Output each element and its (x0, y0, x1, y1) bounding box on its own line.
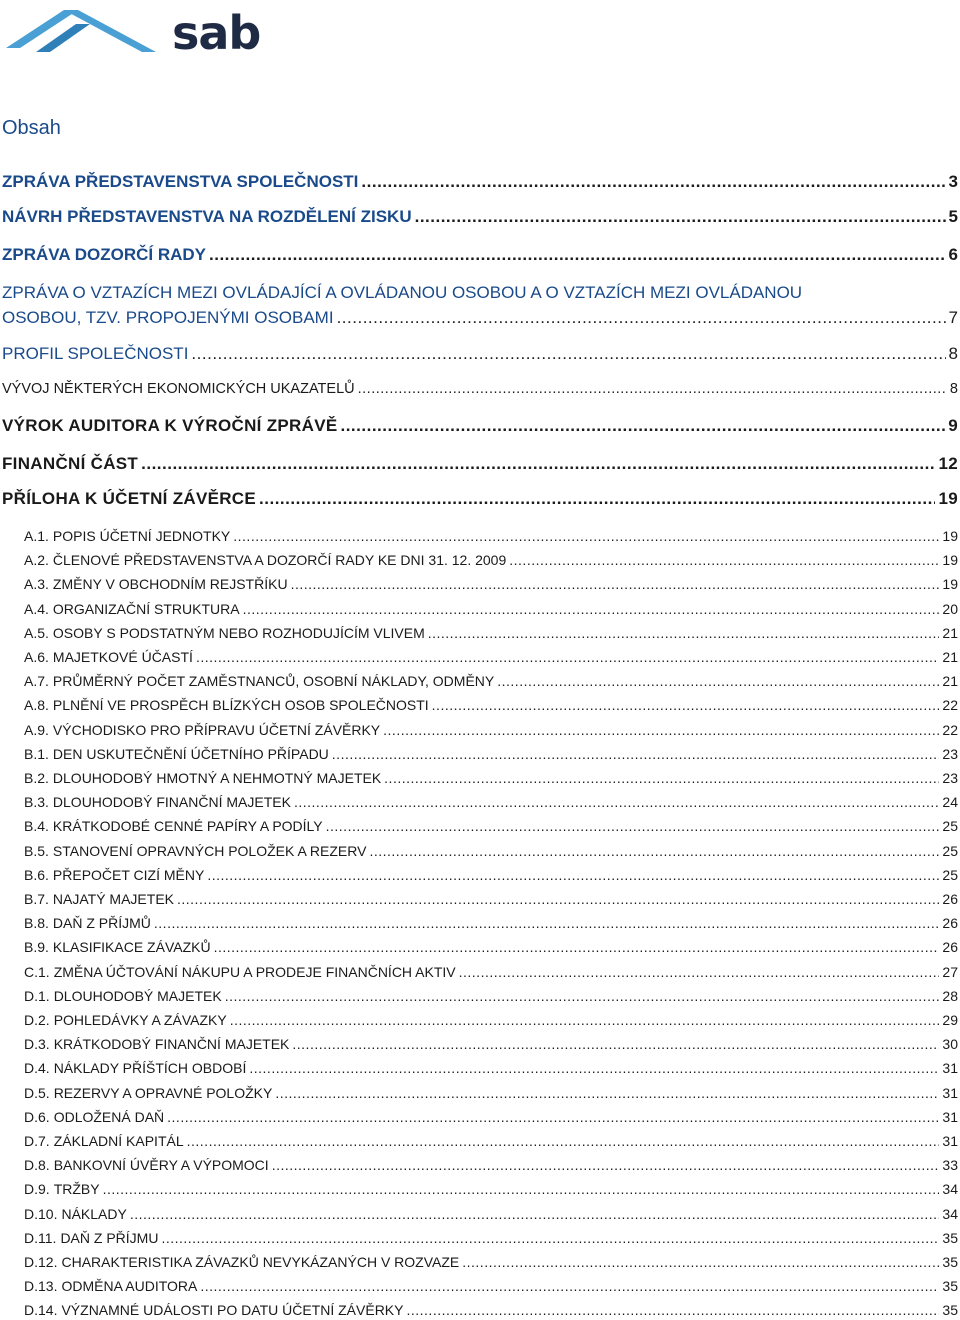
toc-sub-entry-code: D.9. (24, 1181, 50, 1197)
toc-sub-entry-label (24, 1254, 459, 1270)
toc-leader (225, 988, 940, 1004)
toc-entry-label: VÝROK AUDITORA K VÝROČNÍ ZPRÁVĚ (2, 416, 338, 435)
toc-sub-entry-text: PRŮMĚRNÝ POČET ZAMĚSTNANCŮ, OSOBNÍ NÁKLADY, ODMĚNY (52, 673, 495, 689)
toc-leader (428, 625, 940, 641)
toc-entry-label: VÝVOJ NĚKTERÝCH EKONOMICKÝCH UKAZATELŮ (2, 381, 355, 397)
toc-sub-entry-text: DLOUHODOBÝ HMOTNÝ A NEHMOTNÝ MAJETEK (52, 770, 382, 786)
toc-sub-entry[interactable] (24, 1278, 958, 1294)
toc-sub-entry-text: ZMĚNY V OBCHODNÍM REJSTŘÍKU (52, 576, 288, 592)
toc-sub-entry-label (24, 915, 151, 931)
toc-entry-line1[interactable] (2, 283, 958, 303)
toc-sub-entry[interactable] (24, 552, 958, 568)
toc-entry[interactable] (2, 381, 958, 397)
toc-leader (292, 1036, 939, 1052)
toc-sub-entry-text: REZERVY A OPRAVNÉ POLOŽKY (53, 1085, 273, 1101)
toc-sub-entry-label (24, 939, 211, 955)
toc-sub-entry-code: C.1. (24, 964, 50, 980)
toc-sub-entry-text: DLOUHODOBÝ MAJETEK (53, 988, 222, 1004)
toc-sub-entry-label (24, 1036, 289, 1052)
toc-sub-entry-text: VÝCHODISKO PRO PŘÍPRAVU ÚČETNÍ ZÁVĚRKY (52, 722, 381, 738)
toc-leader (259, 489, 935, 509)
toc-leader (200, 1278, 939, 1294)
toc-entry[interactable] (2, 454, 958, 474)
toc-entry-page: 6 (948, 245, 958, 264)
toc-sub-entry-page: 26 (942, 915, 958, 931)
toc-sub-entry-label (24, 1060, 246, 1076)
toc-sub-entry-code: A.8. (24, 697, 49, 713)
toc-leader (383, 722, 939, 738)
toc-sub-entry-text: DEN USKUTEČNĚNÍ ÚČETNÍHO PŘÍPADU (52, 746, 329, 762)
toc-sub-entry-page: 23 (942, 770, 958, 786)
toc-sub-entry-label (24, 552, 506, 568)
toc-sub-entry-code: B.8. (24, 915, 49, 931)
toc-sub-entry[interactable] (24, 649, 958, 665)
toc-sub-entry-page: 29 (942, 1012, 958, 1028)
toc-leader (214, 939, 940, 955)
toc-sub-entry-label (24, 770, 381, 786)
toc-sub-entry-page: 24 (942, 794, 958, 810)
toc-sub-entry-label (24, 1012, 227, 1028)
toc-sub-entry-page: 35 (942, 1278, 958, 1294)
toc-sub-entry-code: A.9. (24, 722, 49, 738)
toc-sub-entry-code: B.9. (24, 939, 49, 955)
toc-leader (275, 1085, 939, 1101)
toc-leader (509, 552, 939, 568)
toc-sub-entry-page: 35 (942, 1302, 958, 1318)
toc-entry-label: ZPRÁVA DOZORČÍ RADY (2, 245, 206, 264)
toc-sub-entry-text: PLNĚNÍ VE PROSPĚCH BLÍZKÝCH OSOB SPOLEČNOSTI (52, 697, 429, 713)
toc-sub-entry-page: 31 (942, 1085, 958, 1101)
toc-sub-entry-label (24, 1278, 197, 1294)
toc-sub-entry[interactable] (24, 891, 958, 907)
toc-entry[interactable] (2, 207, 958, 227)
toc-sub-entry-text: NÁKLADY PŘÍŠTÍCH OBDOBÍ (53, 1060, 247, 1076)
toc-entry-label: PŘÍLOHA K ÚČETNÍ ZÁVĚRCE (2, 489, 257, 508)
toc-sub-entry-label (24, 1085, 272, 1101)
toc-sub-entry-page: 23 (942, 746, 958, 762)
toc-sub-entry-code: B.1. (24, 746, 49, 762)
toc-sub-entry[interactable] (24, 818, 958, 834)
toc-sub-entry-label (24, 988, 222, 1004)
toc-entry[interactable] (2, 489, 958, 509)
toc-sub-entry-text: VÝZNAMNÉ UDÁLOSTI PO DATU ÚČETNÍ ZÁVĚRKY (61, 1302, 404, 1318)
toc-sub-entry-code: D.1. (24, 988, 50, 1004)
toc-leader (462, 1254, 939, 1270)
toc-entry[interactable] (2, 245, 958, 265)
toc-sub-entry-page: 35 (942, 1230, 958, 1246)
toc-leader (243, 601, 940, 617)
toc-sub-entry-text: DAŇ Z PŘÍJMŮ (52, 915, 151, 931)
toc-sub-entry[interactable] (24, 939, 958, 955)
toc-sub-entry-label (24, 1109, 164, 1125)
toc-sub-entry-code: B.7. (24, 891, 49, 907)
toc-leader (209, 245, 946, 265)
toc-sub-entry-page: 25 (942, 818, 958, 834)
toc-entry[interactable] (2, 416, 958, 436)
toc-sub-entry-code: A.6. (24, 649, 49, 665)
toc-sub-entry[interactable] (24, 843, 958, 859)
toc-leader (340, 416, 945, 436)
toc-sub-entry-text: CHARAKTERISTIKA ZÁVAZKŮ NEVYKÁZANÝCH V ROZVAZE (61, 1254, 460, 1270)
toc-entry-label: ZPRÁVA PŘEDSTAVENSTVA SPOLEČNOSTI (2, 172, 359, 191)
toc-sub-entry[interactable] (24, 964, 958, 980)
toc-sub-entry-code: D.8. (24, 1157, 50, 1173)
toc-leader (415, 207, 946, 227)
toc-sub-entry-text: NAJATÝ MAJETEK (52, 891, 174, 907)
toc-leader (497, 673, 939, 689)
toc-sub-entry-label (24, 528, 230, 544)
toc-sub-entry-label (24, 1133, 184, 1149)
toc-sub-entry-page: 19 (942, 528, 958, 544)
toc-sub-entry-code: D.7. (24, 1133, 50, 1149)
toc-sub-entry-label (24, 964, 456, 980)
toc-leader (369, 843, 939, 859)
toc-entry-page: 5 (948, 207, 958, 226)
toc-entry-label: NÁVRH PŘEDSTAVENSTVA NA ROZDĚLENÍ ZISKU (2, 207, 412, 226)
toc-sub-entry[interactable] (24, 601, 958, 617)
toc-sub-entry[interactable] (24, 794, 958, 810)
toc-sub-entry[interactable] (24, 697, 958, 713)
toc-sub-entry-page: 21 (942, 649, 958, 665)
toc-sub-entry-page: 35 (942, 1254, 958, 1270)
toc-sub-entry[interactable] (24, 1012, 958, 1028)
toc-sub-entry-page: 26 (942, 891, 958, 907)
toc-sub-entry[interactable] (24, 576, 958, 592)
toc-sub-entry[interactable] (24, 1230, 958, 1246)
toc-sub-entry-code: D.5. (24, 1085, 50, 1101)
toc-sub-entry-text: PŘEPOČET CIZÍ MĚNY (52, 867, 205, 883)
toc-sub-entry-text: ZMĚNA ÚČTOVÁNÍ NÁKUPU A PRODEJE FINANČNÍCH AKTIV (53, 964, 456, 980)
toc-leader (294, 794, 939, 810)
toc-sub-entry[interactable] (24, 1133, 958, 1149)
toc-leader (103, 1181, 940, 1197)
toc-leader (130, 1206, 940, 1222)
toc-sub-entry[interactable] (24, 1109, 958, 1125)
toc-leader (196, 649, 939, 665)
toc-sub-entry-page: 19 (942, 552, 958, 568)
toc-sub-entry-page: 34 (942, 1181, 958, 1197)
toc-sub-entry-label (24, 1206, 127, 1222)
toc-entry-label: FINANČNÍ ČÁST (2, 454, 139, 473)
toc-leader (272, 1157, 940, 1173)
toc-sub-entry-code: A.4. (24, 601, 49, 617)
toc-leader (207, 867, 939, 883)
toc-entry-page: 12 (938, 454, 958, 473)
toc-sub-entry-label (24, 818, 323, 834)
toc-sub-entry-page: 33 (942, 1157, 958, 1173)
toc-sub-entry-code: B.2. (24, 770, 49, 786)
toc-sub-entry-page: 25 (942, 867, 958, 883)
toc-leader (406, 1302, 939, 1318)
toc-leader (459, 964, 940, 980)
toc-sub-entry-label (24, 576, 288, 592)
toc-sub-entry-code: D.2. (24, 1012, 50, 1028)
toc-sub-entry-label (24, 722, 380, 738)
toc-sub-entry-label (24, 1302, 403, 1318)
toc-sub-entry-label (24, 794, 291, 810)
toc-leader (361, 172, 945, 192)
toc-sub-entry-text: STANOVENÍ OPRAVNÝCH POLOŽEK A REZERV (52, 843, 367, 859)
toc-sub-entry-label (24, 649, 193, 665)
toc-sub-entry[interactable] (24, 528, 958, 544)
toc-leader (187, 1133, 940, 1149)
company-logo (6, 4, 261, 60)
toc-sub-entry-code: A.1. (24, 528, 49, 544)
toc-sub-entry-code: A.3. (24, 576, 49, 592)
toc-sub-entry-page: 21 (942, 625, 958, 641)
toc-sub-entry[interactable] (24, 1181, 958, 1197)
toc-entry-page: 8 (948, 344, 958, 363)
toc-leader (154, 915, 940, 931)
toc-sub-entry-text: MAJETKOVÉ ÚČASTÍ (52, 649, 193, 665)
toc-sub-entry[interactable] (24, 1060, 958, 1076)
toc-sub-entry-label (24, 601, 240, 617)
toc-sub-entry-page: 34 (942, 1206, 958, 1222)
toc-sub-entry-text: NÁKLADY (61, 1206, 127, 1222)
toc-sub-entry-text: ORGANIZAČNÍ STRUKTURA (52, 601, 240, 617)
toc-entry[interactable] (2, 308, 958, 328)
toc-sub-entry-text: DLOUHODOBÝ FINANČNÍ MAJETEK (52, 794, 291, 810)
toc-sub-entry-text: POPIS ÚČETNÍ JEDNOTKY (52, 528, 231, 544)
toc-sub-entry-label (24, 891, 174, 907)
toc-entry-page: 7 (948, 308, 958, 327)
toc-sub-entry-text: OSOBY S PODSTATNÝM NEBO ROZHODUJÍCÍM VLIVEM (52, 625, 425, 641)
toc-leader (384, 770, 939, 786)
toc-leader (337, 308, 946, 328)
toc-sub-entry-code: D.4. (24, 1060, 50, 1076)
toc-sub-entry-text: POHLEDÁVKY A ZÁVAZKY (53, 1012, 227, 1028)
toc-sub-entry[interactable] (24, 1302, 958, 1318)
toc-leader (230, 1012, 940, 1028)
toc-leader (332, 746, 940, 762)
toc-sub-entry-page: 31 (942, 1060, 958, 1076)
toc-sub-entry-text: KRÁTKODOBÉ CENNÉ PAPÍRY A PODÍLY (52, 818, 323, 834)
toc-entry-page: 19 (938, 489, 958, 508)
toc-sub-entry-label (24, 746, 329, 762)
toc-sub-entry-code: D.3. (24, 1036, 50, 1052)
toc-sub-entry-text: KLASIFIKACE ZÁVAZKŮ (52, 939, 211, 955)
toc-sub-entry-label (24, 1230, 158, 1246)
toc-sub-entry-label (24, 867, 204, 883)
toc-leader (249, 1060, 939, 1076)
toc-sub-entry-label (24, 625, 425, 641)
toc-sub-entry-code: D.6. (24, 1109, 50, 1125)
toc-leader (161, 1230, 939, 1246)
toc-sub-entry[interactable] (24, 1206, 958, 1222)
toc-sub-entry[interactable] (24, 1254, 958, 1270)
brand-name: sab (172, 6, 261, 60)
toc-sub-entry-label (24, 843, 366, 859)
toc-sub-entry-code: D.10. (24, 1206, 58, 1222)
toc-leader (432, 697, 940, 713)
toc-sub-entry[interactable] (24, 1085, 958, 1101)
toc-sub-entry-label (24, 1157, 269, 1173)
toc-sub-entry-label (24, 697, 429, 713)
toc-sub-entry[interactable] (24, 770, 958, 786)
toc-sub-entry-page: 25 (942, 843, 958, 859)
toc-sub-entry-code: A.5. (24, 625, 49, 641)
toc-leader (177, 891, 939, 907)
toc-sub-entry-text: KRÁTKODOBÝ FINANČNÍ MAJETEK (53, 1036, 290, 1052)
sab-logo-icon (6, 8, 158, 56)
toc-leader (326, 818, 940, 834)
toc-sub-entry-page: 21 (942, 673, 958, 689)
toc-sub-entry-label (24, 673, 494, 689)
toc-entry-label: PROFIL SPOLEČNOSTI (2, 344, 189, 363)
toc-sub-entry[interactable] (24, 867, 958, 883)
toc-sub-entry[interactable] (24, 625, 958, 641)
toc-sub-entry-text: BANKOVNÍ ÚVĚRY A VÝPOMOCI (53, 1157, 269, 1173)
toc-sub-entry-code: D.14. (24, 1302, 58, 1318)
toc-sub-entry[interactable] (24, 1036, 958, 1052)
toc-sub-entry[interactable] (24, 1157, 958, 1173)
toc-sub-entry-code: B.5. (24, 843, 49, 859)
toc-entry-label: ZPRÁVA O VZTAZÍCH MEZI OVLÁDAJÍCÍ A OVLÁDANOU OSOBOU A O VZTAZÍCH MEZI OVLÁDANOU (2, 283, 803, 302)
toc-sub-entry-code: A.7. (24, 673, 49, 689)
toc-entry[interactable] (2, 172, 958, 192)
toc-leader (358, 381, 947, 397)
toc-sub-entry-page: 20 (942, 601, 958, 617)
toc-sub-entry-page: 22 (942, 697, 958, 713)
toc-sub-entry-text: ČLENOVÉ PŘEDSTAVENSTVA A DOZORČÍ RADY KE DNI 31. 12. 2009 (52, 552, 507, 568)
toc-sub-entry-label (24, 1181, 100, 1197)
toc-entry-label: OSOBOU, TZV. PROPOJENÝMI OSOBAMI (2, 308, 334, 327)
toc-sub-entry-text: TRŽBY (53, 1181, 100, 1197)
toc-leader (141, 454, 935, 474)
toc-entry-page: 8 (949, 381, 958, 397)
toc-sub-entry[interactable] (24, 673, 958, 689)
toc-sub-entry[interactable] (24, 988, 958, 1004)
toc-sub-entry-text: ODMĚNA AUDITORA (61, 1278, 198, 1294)
toc-sub-entry-code: B.3. (24, 794, 49, 810)
toc-leader (291, 576, 940, 592)
toc-sub-entry-page: 31 (942, 1109, 958, 1125)
toc-sub-entry-text: ODLOŽENÁ DAŇ (53, 1109, 165, 1125)
toc-sub-entry-page: 19 (942, 576, 958, 592)
toc-sub-entry-code: D.12. (24, 1254, 58, 1270)
toc-sub-entry-page: 27 (942, 964, 958, 980)
toc-sub-entry-page: 30 (942, 1036, 958, 1052)
toc-entry-page: 9 (948, 416, 958, 435)
toc-sub-entry[interactable] (24, 746, 958, 762)
toc-entry-page: 3 (948, 172, 958, 191)
toc-sub-entry-code: B.6. (24, 867, 49, 883)
toc-leader (191, 344, 945, 364)
toc-entry[interactable] (2, 344, 958, 364)
toc-sub-entry-code: D.13. (24, 1278, 58, 1294)
toc-sub-entry-page: 28 (942, 988, 958, 1004)
toc-sub-entry-text: DAŇ Z PŘÍJMU (60, 1230, 159, 1246)
toc-sub-entry[interactable] (24, 722, 958, 738)
toc-leader (233, 528, 939, 544)
toc-leader (167, 1109, 939, 1125)
toc-sub-entry-page: 22 (942, 722, 958, 738)
toc-sub-entry[interactable] (24, 915, 958, 931)
toc-sub-entry-text: ZÁKLADNÍ KAPITÁL (53, 1133, 184, 1149)
toc-sub-entry-page: 26 (942, 939, 958, 955)
page-title: Obsah (2, 117, 61, 139)
toc-sub-entry-page: 31 (942, 1133, 958, 1149)
toc-sub-entry-code: B.4. (24, 818, 49, 834)
toc-sub-entry-code: D.11. (24, 1230, 57, 1246)
toc-sub-entry-code: A.2. (24, 552, 49, 568)
